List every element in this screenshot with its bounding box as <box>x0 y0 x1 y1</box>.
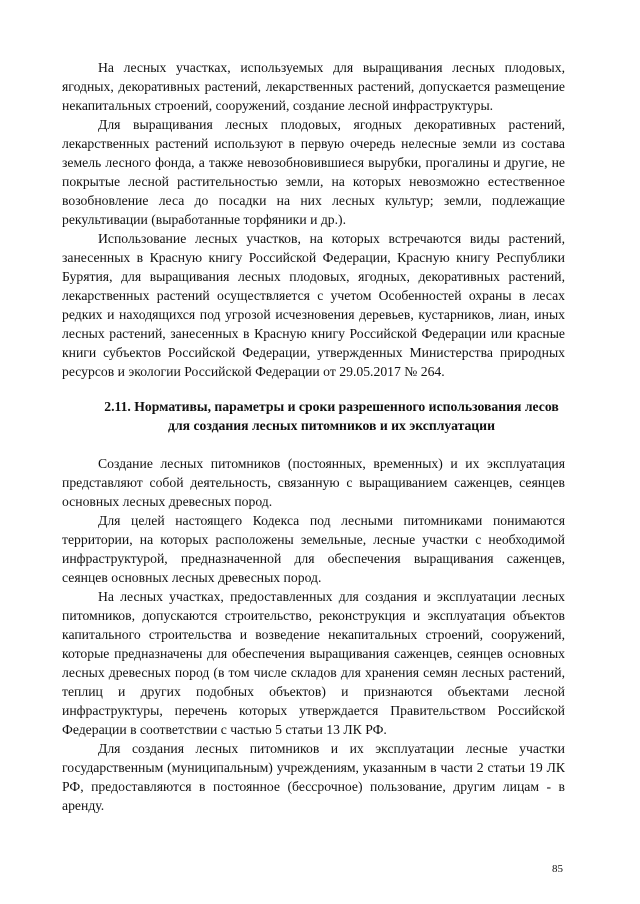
section-heading: 2.11. Нормативы, параметры и сроки разрешенного использования лесов для создания лесных питомников и их эксплуатации <box>104 399 559 433</box>
spacer <box>62 435 565 454</box>
paragraph: На лесных участках, предоставленных для создания и эксплуатации лесных питомников, допускаются строительство, реконструкция и эксплуатация объектов капитального строительства и возведение некапитальных строений, сооружений, которые предназначены для обеспечения выращивания саженцев, сеянцев основных лесных древесных пород (в том числе складов для хранения семян лесных растений, теплиц и других подобных объектов) и признаются объектами лесной инфраструктуры, перечень которых утверждается Правительством Российской Федерации в соответствии с частью 5 статьи 13 ЛК РФ. <box>62 589 565 737</box>
section-forest-nurseries <box>62 454 565 815</box>
section-forest-plants <box>62 58 565 381</box>
paragraph: Для целей настоящего Кодекса под лесными питомниками понимаются территории, на которых расположены земельные, лесные участки с необходимой инфраструктурой, предназначенной для обеспечения выращивания саженцев, сеянцев основных лесных древесных пород. <box>62 513 565 585</box>
document-page <box>62 58 565 815</box>
paragraph: Использование лесных участков, на которых встречаются виды растений, занесенных в Красную книгу Российской Федерации, Красную книгу Республики Бурятия, для выращивания лесных плодовых, ягодных, декоративных растений, лекарственных растений осуществляется с учетом Особенностей охраны в лесах редких и находящихся под угрозой исчезновения деревьев, кустарников, лиан, иных лесных растений, занесенных в Красную книгу Российской Федерации или красные книги субъектов Российской Федерации, утвержденных Министерства природных ресурсов и экологии Российской Федерации от 29.05.2017 № 264. <box>62 231 565 379</box>
paragraph: На лесных участках, используемых для выращивания лесных плодовых, ягодных, декоративных растений, лекарственных растений, допускается размещение некапитальных строений, сооружений, создание лесной инфраструктуры. <box>62 60 565 113</box>
paragraph: Создание лесных питомников (постоянных, временных) и их эксплуатация представляют собой деятельность, связанную с выращиванием саженцев, сеянцев основных лесных древесных пород. <box>62 456 565 509</box>
page-number: 85 <box>552 863 563 875</box>
paragraph: Для создания лесных питомников и их эксплуатации лесные участки государственным (муниципальным) учреждениям, указанным в части 2 статьи 19 ЛК РФ, предоставляются в постоянное (бессрочное) пользование, другим лицам - в аренду. <box>62 741 565 813</box>
paragraph: Для выращивания лесных плодовых, ягодных декоративных растений, лекарственных растений используют в первую очередь нелесные земли из состава земель лесного фонда, а также невозобновившиеся вырубки, прогалины и другие, не покрытые лесной растительностью земли, на которых невозможно естественное возобновление леса до посадки на них лесных культур; земли, подлежащие рекультивации (выработанные торфяники и др.). <box>62 117 565 227</box>
